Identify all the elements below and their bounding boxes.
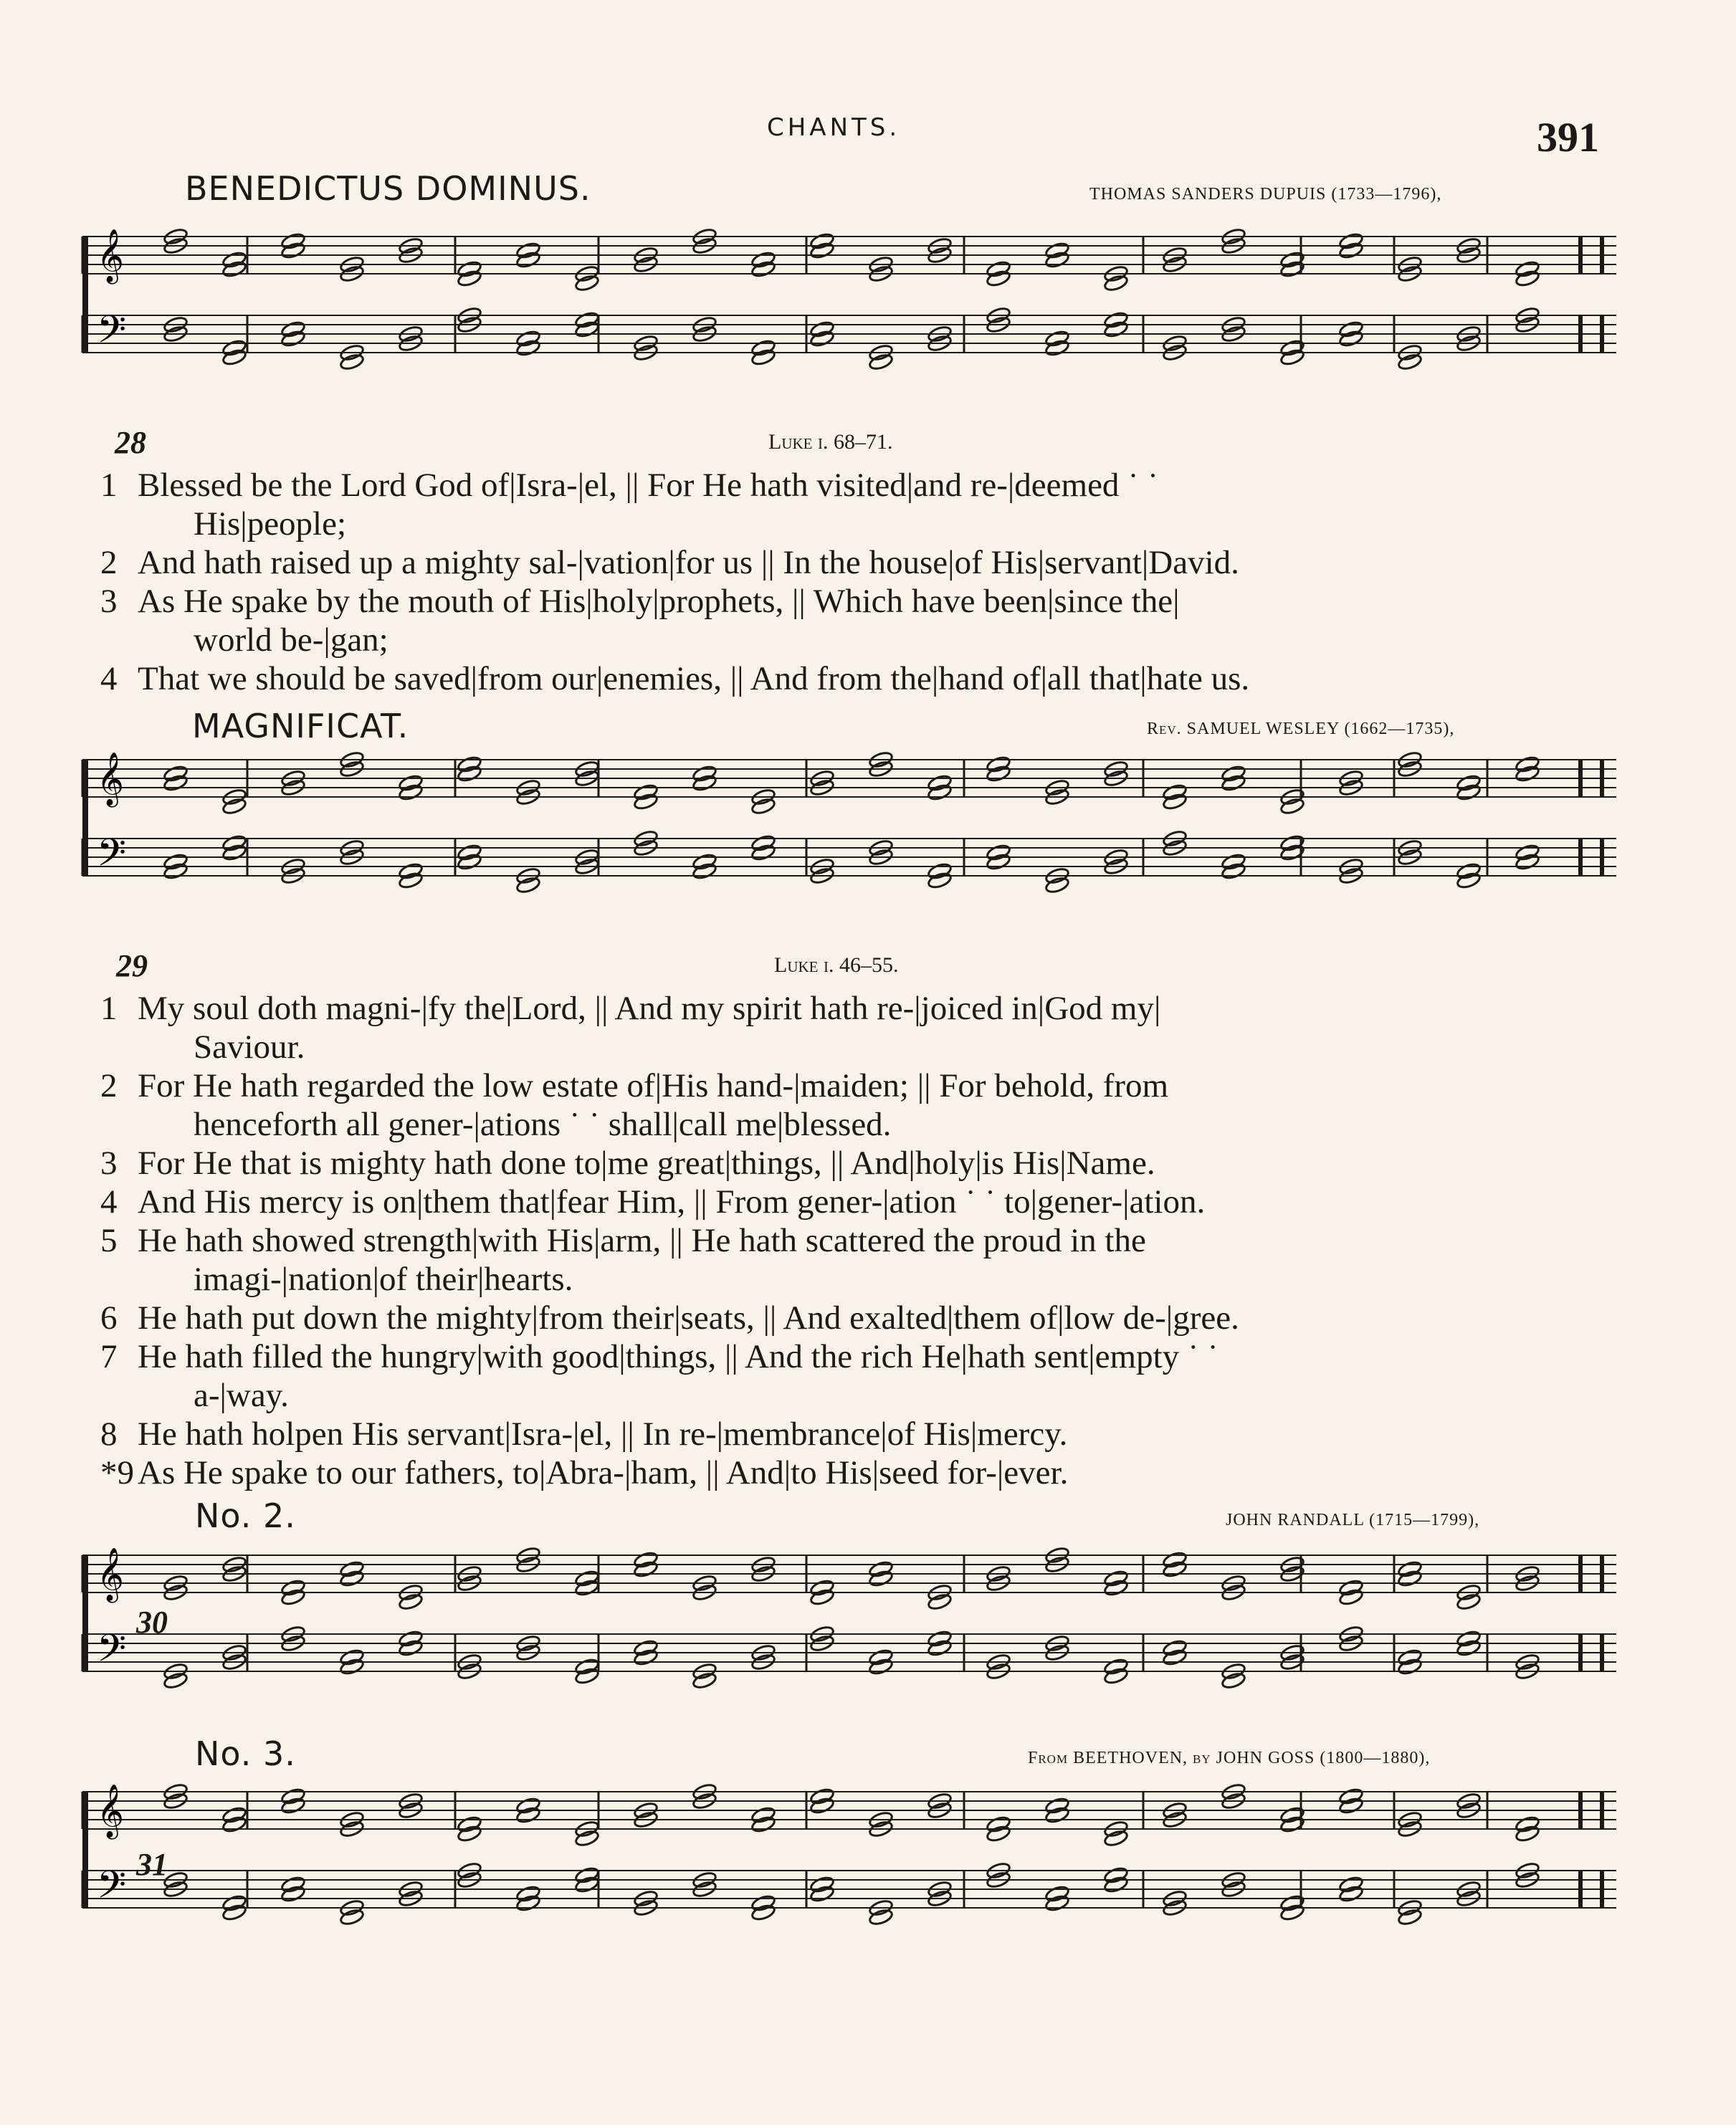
note-head <box>750 251 776 269</box>
note-head <box>1221 862 1246 881</box>
note-head <box>221 1815 247 1834</box>
note-head <box>1338 1579 1364 1598</box>
note-head <box>398 1592 424 1611</box>
verse-text: As He spake by the mouth of His|holy|prophets, || Which have been|since the| <box>138 583 1180 620</box>
bass-clef-icon: 𝄢 <box>97 1627 127 1680</box>
note-head <box>1103 1570 1129 1588</box>
note-head <box>927 774 953 793</box>
note-head <box>1397 1648 1423 1667</box>
verse-block <box>100 466 1634 698</box>
verse-line <box>100 659 1634 698</box>
note-head <box>574 1876 600 1894</box>
note-head <box>1103 1829 1129 1848</box>
note-head <box>398 862 424 881</box>
note-head <box>1515 755 1540 774</box>
note-head <box>457 765 482 783</box>
note-head <box>1162 1560 1188 1579</box>
note-head <box>1456 872 1482 890</box>
verse-line <box>100 1066 1634 1105</box>
composer: THOMAS SANDERS DUPUIS (1733—1796), <box>1089 185 1442 204</box>
verse-text: imagi-|nation|of their|hearts. <box>194 1261 573 1298</box>
note-head <box>574 274 600 292</box>
note-head <box>1221 1671 1246 1690</box>
chant-number: 30 <box>136 1605 168 1640</box>
verse-line <box>100 989 1634 1028</box>
note-head <box>339 1648 365 1667</box>
note-head <box>1221 853 1246 872</box>
note-head <box>574 1579 600 1598</box>
note-head <box>809 232 835 251</box>
verse-line <box>100 1221 1634 1260</box>
note-head <box>809 1588 835 1607</box>
note-head <box>280 1797 306 1815</box>
note-head <box>1279 1815 1305 1834</box>
note-head <box>692 853 717 872</box>
verse-number: 3 <box>100 583 118 620</box>
note-head <box>574 1658 600 1676</box>
note-head <box>515 1797 541 1815</box>
verse-text: My soul doth magni-|fy the|Lord, || And my spirit hath re-|joiced in|God my| <box>138 990 1161 1027</box>
verse-number: 4 <box>100 660 118 697</box>
chant-title: MAGNIFICAT. <box>192 707 409 745</box>
note-head <box>280 1885 306 1904</box>
note-head <box>574 320 600 339</box>
note-head <box>1162 1551 1188 1570</box>
note-head <box>633 783 659 802</box>
note-head <box>633 1560 659 1579</box>
running-title: CHANTS. <box>767 113 901 142</box>
note-head <box>221 1894 247 1913</box>
music-staff-system <box>82 738 1616 953</box>
note-head <box>515 330 541 348</box>
verse-text: He hath holpen His servant|Isra-|el, || In re-|membrance|of His|mercy. <box>138 1415 1068 1453</box>
verse-number: 4 <box>100 1183 118 1221</box>
note-head <box>1044 1806 1070 1825</box>
note-head <box>1338 1876 1364 1894</box>
note-head <box>1162 783 1188 802</box>
note-head <box>868 1560 894 1579</box>
note-head <box>1103 1579 1129 1598</box>
note-head <box>574 1667 600 1686</box>
note-head <box>1044 1885 1070 1904</box>
note-head <box>280 330 306 348</box>
verse-line <box>100 582 1634 621</box>
note-head <box>1397 1658 1423 1676</box>
note-head <box>457 853 482 872</box>
note-head <box>574 1829 600 1848</box>
note-head <box>1162 793 1188 811</box>
note-head <box>221 339 247 358</box>
note-head <box>986 1825 1011 1843</box>
note-head <box>809 1797 835 1815</box>
verse-number: 2 <box>100 544 118 581</box>
note-head <box>633 1551 659 1570</box>
note-head <box>163 853 189 872</box>
note-head <box>809 242 835 260</box>
note-head <box>221 1806 247 1825</box>
composer: Rev. SAMUEL WESLEY (1662—1735), <box>1147 720 1455 738</box>
note-head <box>927 1630 953 1648</box>
verse-text: a-|way. <box>194 1377 289 1414</box>
note-head <box>809 1579 835 1598</box>
note-head <box>986 844 1011 862</box>
note-head <box>1515 1825 1540 1843</box>
note-head <box>280 1579 306 1598</box>
verse-text: As He spake to our fathers, to|Abra-|ham, || And|to His|seed for-|ever. <box>138 1454 1069 1491</box>
note-head <box>1162 1648 1188 1667</box>
note-head <box>398 1639 424 1658</box>
note-head <box>1221 765 1246 783</box>
verse-line <box>100 1453 1634 1492</box>
note-head <box>927 862 953 881</box>
verse-line <box>100 1183 1634 1221</box>
note-head <box>1279 1904 1305 1922</box>
note-head <box>221 260 247 279</box>
note-head <box>1515 844 1540 862</box>
note-head <box>457 755 482 774</box>
note-head <box>1397 1560 1423 1579</box>
note-head <box>1456 783 1482 802</box>
note-head <box>1338 242 1364 260</box>
composer: JOHN RANDALL (1715—1799), <box>1226 1511 1480 1529</box>
verse-number: 2 <box>100 1067 118 1104</box>
note-head <box>280 232 306 251</box>
note-head <box>1103 320 1129 339</box>
note-head <box>1044 251 1070 269</box>
note-head <box>927 1592 953 1611</box>
note-head <box>1515 853 1540 872</box>
note-head <box>927 783 953 802</box>
verse-text: And hath raised up a mighty sal-|vation|for us || In the house|of His|servant|David. <box>138 544 1239 581</box>
note-head <box>868 353 894 371</box>
note-head <box>221 1904 247 1922</box>
note-head <box>1044 876 1070 894</box>
note-head <box>574 1866 600 1885</box>
note-head <box>1515 260 1540 279</box>
note-head <box>1456 1630 1482 1648</box>
verse-text: He hath put down the mighty|from their|seats, || And exalted|them of|low de-|gree. <box>138 1299 1239 1337</box>
verse-block <box>100 989 1634 1492</box>
note-head <box>1456 862 1482 881</box>
note-head <box>1044 339 1070 358</box>
note-head <box>1397 353 1423 371</box>
note-head <box>515 1806 541 1825</box>
note-head <box>457 1825 482 1843</box>
note-head <box>750 1904 776 1922</box>
verse-line <box>100 1144 1634 1183</box>
note-head <box>221 348 247 367</box>
note-head <box>163 765 189 783</box>
chant-title: No. 3. <box>195 1734 296 1773</box>
note-head <box>515 251 541 269</box>
note-head <box>1279 260 1305 279</box>
note-head <box>868 1908 894 1926</box>
note-head <box>809 330 835 348</box>
note-head <box>1044 1894 1070 1913</box>
note-head <box>574 1570 600 1588</box>
verse-text: That we should be saved|from our|enemies, || And from the|hand of|all that|hate us. <box>138 660 1250 697</box>
note-head <box>339 1658 365 1676</box>
note-head <box>221 844 247 862</box>
verse-line <box>100 1299 1634 1337</box>
note-head <box>515 876 541 894</box>
note-head <box>515 242 541 260</box>
chant-number: 28 <box>115 425 146 460</box>
verse-text: For He hath regarded the low estate of|His hand-|maiden; || For behold, from <box>138 1067 1169 1104</box>
bass-clef-icon: 𝄢 <box>97 308 127 361</box>
note-head <box>457 260 482 279</box>
note-head <box>221 251 247 269</box>
verse-line <box>100 505 1634 543</box>
note-head <box>457 1815 482 1834</box>
note-head <box>1162 1639 1188 1658</box>
note-head <box>986 1815 1011 1834</box>
note-head <box>633 1648 659 1667</box>
note-head <box>692 774 717 793</box>
note-head <box>1103 274 1129 292</box>
verse-line <box>100 1376 1634 1415</box>
note-head <box>1103 1658 1129 1676</box>
note-head <box>1338 232 1364 251</box>
verse-text: Blessed be the Lord God of|Isra-|el, || For He hath visited|and re-|deemed ˙ ˙ <box>138 467 1159 504</box>
note-head <box>1279 1894 1305 1913</box>
bass-clef-icon: 𝄢 <box>97 1863 127 1916</box>
verse-line <box>100 1337 1634 1376</box>
chant-title: BENEDICTUS DOMINUS. <box>185 169 591 208</box>
note-head <box>339 1570 365 1588</box>
note-head <box>633 793 659 811</box>
note-head <box>692 765 717 783</box>
note-head <box>1338 330 1364 348</box>
note-head <box>750 1894 776 1913</box>
page-number: 391 <box>1537 114 1599 161</box>
note-head <box>515 1885 541 1904</box>
note-head <box>163 862 189 881</box>
chant-title: No. 2. <box>195 1496 296 1535</box>
note-head <box>280 1787 306 1806</box>
note-head <box>1338 1588 1364 1607</box>
note-head <box>1338 1885 1364 1904</box>
verse-line <box>100 466 1634 505</box>
note-head <box>1044 1797 1070 1815</box>
note-head <box>986 853 1011 872</box>
note-head <box>986 260 1011 279</box>
note-head <box>927 872 953 890</box>
verse-text: His|people; <box>194 505 347 543</box>
note-head <box>457 844 482 862</box>
treble-clef-icon: 𝄞 <box>97 1785 124 1838</box>
note-head <box>750 1806 776 1825</box>
note-head <box>1103 1866 1129 1885</box>
scripture-source: Luke i. 46–55. <box>774 953 899 977</box>
note-head <box>398 1630 424 1648</box>
note-head <box>750 834 776 853</box>
note-head <box>692 1671 717 1690</box>
note-head <box>809 1885 835 1904</box>
note-head <box>457 269 482 288</box>
note-head <box>1221 774 1246 793</box>
note-head <box>1515 269 1540 288</box>
note-head <box>280 242 306 260</box>
note-head <box>692 862 717 881</box>
note-head <box>398 783 424 802</box>
verse-number: 5 <box>100 1222 118 1259</box>
note-head <box>986 765 1011 783</box>
note-head <box>1103 311 1129 330</box>
verse-number: 1 <box>100 990 118 1027</box>
note-head <box>750 1815 776 1834</box>
bass-clef-icon: 𝄢 <box>97 831 127 884</box>
verse-number: 8 <box>100 1415 118 1453</box>
note-head <box>1456 1639 1482 1658</box>
note-head <box>1397 1908 1423 1926</box>
verse-line <box>100 621 1634 659</box>
note-head <box>868 1570 894 1588</box>
verse-number: 3 <box>100 1145 118 1182</box>
note-head <box>1279 348 1305 367</box>
note-head <box>1338 320 1364 339</box>
note-head <box>1279 797 1305 816</box>
note-head <box>280 1876 306 1894</box>
verse-text: henceforth all gener-|ations ˙ ˙ shall|call me|blessed. <box>194 1106 892 1143</box>
treble-clef-icon: 𝄞 <box>97 753 124 806</box>
note-head <box>515 1894 541 1913</box>
note-head <box>1397 1570 1423 1588</box>
verse-number: 6 <box>100 1299 118 1337</box>
verse-text: world be-|gan; <box>194 621 388 659</box>
note-head <box>1279 339 1305 358</box>
note-head <box>1456 774 1482 793</box>
note-head <box>221 797 247 816</box>
note-head <box>339 353 365 371</box>
verse-text: He hath showed strength|with His|arm, || He hath scattered the proud in the <box>138 1222 1146 1259</box>
note-head <box>574 311 600 330</box>
verse-text: And His mercy is on|them that|fear Him, || From gener-|ation ˙ ˙ to|gener-|ation. <box>138 1183 1206 1221</box>
verse-line <box>100 1105 1634 1144</box>
note-head <box>280 1588 306 1607</box>
note-head <box>339 1560 365 1579</box>
note-head <box>1338 1797 1364 1815</box>
music-staff-system <box>82 1770 1616 1985</box>
note-head <box>1103 1876 1129 1894</box>
note-head <box>750 844 776 862</box>
note-head <box>750 348 776 367</box>
scripture-source: Luke i. 68–71. <box>768 430 893 454</box>
verse-number: *9 <box>100 1454 134 1491</box>
note-head <box>1338 1787 1364 1806</box>
note-head <box>927 1639 953 1658</box>
note-head <box>1044 242 1070 260</box>
verse-number: 1 <box>100 467 118 504</box>
verse-line <box>100 1415 1634 1453</box>
note-head <box>163 1671 189 1690</box>
composer: From BEETHOVEN, by JOHN GOSS (1800—1880), <box>1028 1749 1431 1767</box>
note-head <box>1515 765 1540 783</box>
note-head <box>633 1639 659 1658</box>
note-head <box>986 755 1011 774</box>
treble-clef-icon: 𝄞 <box>97 1548 124 1601</box>
verse-line <box>100 1028 1634 1066</box>
note-head <box>1515 1815 1540 1834</box>
note-head <box>1103 1667 1129 1686</box>
verse-text: For He that is mighty hath done to|me great|things, || And|holy|is His|Name. <box>138 1145 1155 1182</box>
music-staff-system <box>82 215 1616 430</box>
note-head <box>809 1876 835 1894</box>
note-head <box>398 774 424 793</box>
note-head <box>221 834 247 853</box>
verse-text: Saviour. <box>194 1028 305 1066</box>
note-head <box>339 1908 365 1926</box>
note-head <box>398 872 424 890</box>
note-head <box>1456 1592 1482 1611</box>
note-head <box>868 1658 894 1676</box>
note-head <box>750 797 776 816</box>
note-head <box>515 339 541 358</box>
note-head <box>750 339 776 358</box>
note-head <box>809 320 835 339</box>
note-head <box>986 269 1011 288</box>
verse-number: 7 <box>100 1338 118 1375</box>
note-head <box>163 774 189 793</box>
chant-number: 29 <box>116 948 148 983</box>
chant-number: 31 <box>136 1847 168 1882</box>
note-head <box>750 260 776 279</box>
note-head <box>280 320 306 339</box>
note-head <box>809 1787 835 1806</box>
treble-clef-icon: 𝄞 <box>97 229 124 282</box>
verse-line <box>100 543 1634 582</box>
music-staff-system <box>82 1534 1616 1749</box>
note-head <box>868 1648 894 1667</box>
note-head <box>1044 330 1070 348</box>
verse-line <box>100 1260 1634 1299</box>
verse-text: He hath filled the hungry|with good|things, || And the rich He|hath sent|empty ˙ ˙ <box>138 1338 1218 1375</box>
